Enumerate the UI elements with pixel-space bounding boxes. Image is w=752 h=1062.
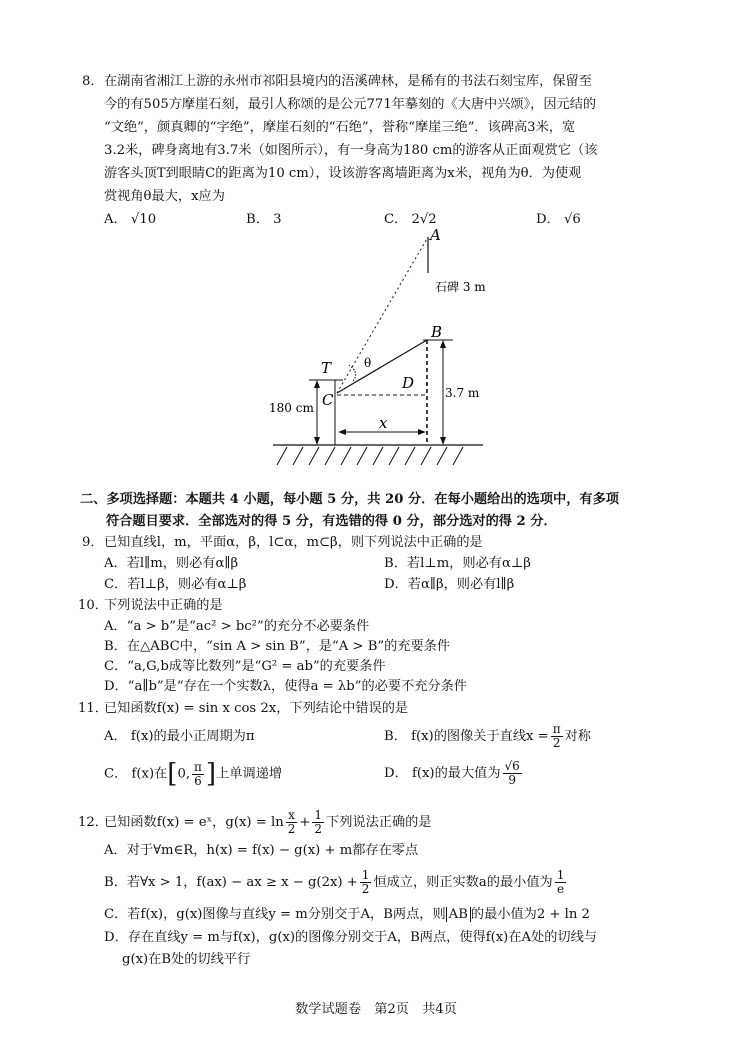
q8-figure bbox=[265, 225, 505, 470]
q12-option-a: A．对于∀m∈R，h(x) = f(x) − g(x) + m都存在零点 bbox=[104, 843, 419, 858]
q8-option-c: C． 2√2 bbox=[384, 212, 437, 227]
point-c-label: C bbox=[322, 391, 334, 409]
q12-option-d-line-2: g(x)在B处的切线平行 bbox=[122, 952, 251, 967]
q9-stem: 已知直线l，m，平面α，β，l⊂α，m⊂β，则下列说法中正确的是 bbox=[104, 535, 483, 550]
stele-label: 石碑 3 m bbox=[435, 280, 486, 294]
point-a-label: A bbox=[430, 226, 441, 244]
q9-option-a: A．若l∥m，则必有α∥β bbox=[104, 556, 239, 571]
q12-stem: 已知函数f(x) = eˣ，g(x) = ln $\frac{x}{2}$ + $\frac{1}{2}$ 下列说法正确的是 bbox=[104, 808, 432, 836]
q8-line-1: 在湖南省湘江上游的永州市祁阳县境内的浯溪碑林，是稀有的书法石刻宝库，保留至 bbox=[104, 74, 592, 89]
theta-label: θ bbox=[364, 356, 372, 370]
q9-option-b: B．若l⊥m，则必有α⊥β bbox=[384, 556, 531, 571]
q9-number: 9． bbox=[82, 535, 104, 550]
q8-line-2: 今的有505方摩崖石刻，最引人称颂的是公元771年摹刻的《大唐中兴颂》，因元结的 bbox=[104, 97, 597, 112]
dim-x-label: x bbox=[379, 414, 388, 432]
q12-option-d-line-1: D．存在直线y = m与f(x)，g(x)的图像分别交于A，B两点，使得f(x)在A处的切线与 bbox=[104, 930, 597, 945]
q11-option-d: D． f(x)的最大值为 $\frac{√6}{9}$ bbox=[384, 759, 520, 787]
q11-option-a: A． f(x)的最小正周期为π bbox=[104, 729, 255, 744]
section-2-line-1: 二、多项选择题：本题共 4 小题，每小题 5 分，共 20 分．在每小题给出的选项中，有多项 bbox=[80, 492, 619, 507]
q11-option-b: B． f(x)的图像关于直线x = $\frac{\pi}{2}$ 对称 bbox=[384, 722, 591, 750]
q8-option-a: A． √10 bbox=[104, 212, 157, 227]
dim-180cm-label: 180 cm bbox=[269, 401, 314, 415]
dim-3-7m-label: 3.7 m bbox=[445, 386, 480, 400]
q10-option-d: D．“a∥b”是“存在一个实数λ，使得a = λb”的必要不充分条件 bbox=[104, 679, 467, 694]
q8-line-3: “文绝”，颜真卿的“字绝”，摩崖石刻的“石绝”，誉称“摩崖三绝”．该碑高3米，宽 bbox=[104, 120, 576, 135]
sight-to-a bbox=[337, 237, 428, 393]
q8-line-6: 赏视角θ最大，x应为 bbox=[104, 189, 225, 204]
q12-number: 12． bbox=[78, 815, 108, 830]
ground-hatch bbox=[277, 447, 463, 465]
theta-arc bbox=[349, 365, 356, 381]
q9-option-c: C．若l⊥β，则必有α⊥β bbox=[104, 577, 247, 592]
point-d-label: D bbox=[402, 374, 415, 392]
q8-option-b: B． 3 bbox=[246, 212, 282, 227]
q9-option-d: D．若α∥β，则必有l∥β bbox=[384, 577, 515, 592]
q11-option-c: C． f(x)在[0, $\frac{\pi}{6}$ ]上单调递增 bbox=[104, 759, 283, 789]
q8-line-4: 3.2米，碑身离地有3.7米（如图所示），有一身高为180 cm的游客从正面观赏它（该 bbox=[104, 143, 598, 158]
q8-option-d: D． √6 bbox=[536, 212, 581, 227]
point-t-label: T bbox=[321, 359, 332, 377]
q10-number: 10． bbox=[78, 598, 108, 613]
q11-stem: 已知函数f(x) = sin x cos 2x，下列结论中错误的是 bbox=[104, 701, 409, 716]
q11-number: 11． bbox=[78, 701, 108, 716]
q12-option-c: C．若f(x)，g(x)图像与直线y = m分别交于A，B两点，则 AB 的最小值为2 + ln 2 bbox=[104, 907, 590, 922]
q8-line-5: 游客头顶T到眼睛C的距离为10 cm），设该游客离墙距离为x米，视角为θ．为使观 bbox=[104, 166, 582, 181]
page-footer: 数学试题卷 第2页 共4页 bbox=[295, 1002, 457, 1017]
q10-option-b: B．在△ABC中，“sin A > sin B”，是“A > B”的充要条件 bbox=[104, 639, 451, 654]
point-b-label: B bbox=[431, 323, 443, 341]
q10-stem: 下列说法中正确的是 bbox=[104, 598, 223, 613]
q10-option-a: A．“a > b”是“ac² > bc²”的充分不必要条件 bbox=[104, 619, 370, 634]
q10-option-c: C．“a,G,b成等比数列”是“G² = ab”的充要条件 bbox=[104, 659, 386, 674]
section-2-line-2: 符合题目要求．全部选对的得 5 分，有选错的得 0 分，部分选对的得 2 分． bbox=[106, 514, 557, 529]
q8-number: 8． bbox=[82, 74, 104, 89]
q12-option-b: B．若∀x > 1，f(ax) − ax ≥ x − g(2x) + $\frac{1}{2}$ 恒成立，则正实数a的最小值为 $\frac{1}{e}$ bbox=[104, 868, 565, 896]
